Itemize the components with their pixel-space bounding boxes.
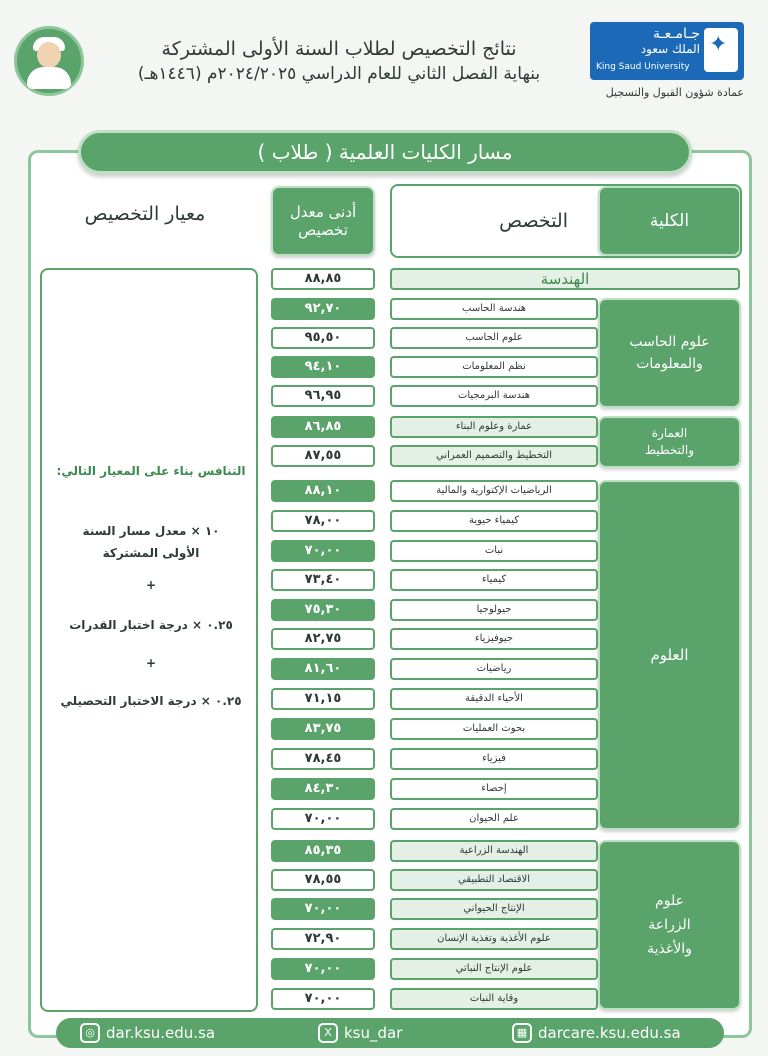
score-row: ٩٢,٧٠	[271, 298, 375, 320]
university-logo	[590, 22, 744, 80]
footer-site1-label: dar.ksu.edu.sa	[106, 1024, 216, 1042]
score-row: ٧٣,٤٠	[271, 569, 375, 591]
score-row: ٧١,١٥	[271, 688, 375, 710]
major-row: كيمياء	[390, 569, 598, 591]
criteria-item-1: ١٠ × معدل مسار السنة الأولى المشتركة	[82, 524, 220, 560]
score-row: ٧٠,٠٠	[271, 898, 375, 920]
column-criteria: معيار التخصيص	[84, 203, 206, 225]
footer-site2-label: darcare.ksu.edu.sa	[538, 1024, 681, 1042]
globe-icon: ◎	[80, 1023, 100, 1043]
score-row: ٧٨,٠٠	[271, 510, 375, 532]
major-row: جيولوجيا	[390, 599, 598, 621]
major-row: الرياضيات الإكتوارية والمالية	[390, 480, 598, 502]
palm-seal-icon: ✦	[704, 28, 738, 72]
criteria-plus-2: +	[145, 656, 157, 670]
major-row: كيمياء حيوية	[390, 510, 598, 532]
footer-social-label: ksu_dar	[344, 1024, 403, 1042]
footer-site1[interactable]	[80, 1022, 215, 1044]
major-row: فيزياء	[390, 748, 598, 770]
column-college: الكلية	[598, 186, 741, 256]
college-agriculture: علوم الزراعة والأغذية	[598, 840, 741, 1010]
score-row: ٨٥,٣٥	[271, 840, 375, 862]
score-row: ٧٠,٠٠	[271, 958, 375, 980]
major-row: علوم الأغذية وتغذية الإنسان	[390, 928, 598, 950]
score-row: ٨٢,٧٥	[271, 628, 375, 650]
score-row: ٨٣,٧٥	[271, 718, 375, 740]
department-name: عمادة شؤون القبول والتسجيل	[605, 86, 744, 99]
score-row: ٧٢,٩٠	[271, 928, 375, 950]
qr-code-icon: ▦	[512, 1023, 532, 1043]
score-row: ٨٤,٣٠	[271, 778, 375, 800]
score-row: ٧٨,٥٥	[271, 869, 375, 891]
score-row: ٩٦,٩٥	[271, 385, 375, 407]
college-sciences: العلوم	[598, 480, 741, 830]
major-row: علوم الإنتاج النباتي	[390, 958, 598, 980]
column-min-gpa: أدنى معدل تخصيص	[271, 186, 375, 256]
page-title-line1: نتائج التخصيص لطلاب السنة الأولى المشتركة	[161, 38, 517, 60]
logo-text-en: King Saud University	[596, 62, 690, 72]
major-row: علوم الحاسب	[390, 327, 598, 349]
criteria-plus-1: +	[145, 578, 157, 592]
college-computer-info: علوم الحاسب والمعلومات	[598, 298, 741, 408]
criteria-item-2: ٠.٢٥ × درجة اختبار القدرات	[69, 618, 233, 632]
major-row: عمارة وعلوم البناء	[390, 416, 598, 438]
score-row: ٨٦,٨٥	[271, 416, 375, 438]
score-row: ٧٠,٠٠	[271, 808, 375, 830]
track-banner: مسار الكليات العلمية ( طلاب )	[78, 130, 692, 174]
college-architecture: العمارة والتخطيط	[598, 416, 741, 468]
score-row: ٨١,٦٠	[271, 658, 375, 680]
criteria-heading: التنافس بناء على المعيار التالي:	[56, 464, 246, 478]
major-row: هندسة البرمجيات	[390, 385, 598, 407]
major-row: هندسة الحاسب	[390, 298, 598, 320]
major-row: الإنتاج الحيواني	[390, 898, 598, 920]
major-row: جيوفيزياء	[390, 628, 598, 650]
major-row: رياضيات	[390, 658, 598, 680]
footer-site2[interactable]	[512, 1022, 681, 1044]
footer-social[interactable]	[318, 1022, 402, 1044]
criteria-box	[40, 268, 258, 1012]
score-row: ٧٠,٠٠	[271, 988, 375, 1010]
major-row: الأحياء الدقيقة	[390, 688, 598, 710]
major-row: وقاية النبات	[390, 988, 598, 1010]
major-row: نبات	[390, 540, 598, 562]
college-engineering: الهندسة	[390, 268, 740, 290]
score-row: ٩٥,٥٠	[271, 327, 375, 349]
score-row: ٧٠,٠٠	[271, 540, 375, 562]
major-row: التخطيط والتصميم العمراني	[390, 445, 598, 467]
logo-text-ar: جـامـعـة	[653, 26, 700, 42]
major-row: الاقتصاد التطبيقي	[390, 869, 598, 891]
major-row: إحصاء	[390, 778, 598, 800]
score-row: ٧٥,٣٠	[271, 599, 375, 621]
footer-bar	[56, 1018, 724, 1048]
score-row: ٨٨,١٠	[271, 480, 375, 502]
major-row: علم الحيوان	[390, 808, 598, 830]
page-title-line2: بنهاية الفصل الثاني للعام الدراسي ٢٠٢٤/٢٠٢٥م (١٤٤٦هـ)	[137, 64, 541, 84]
criteria-item-3: ٠.٢٥ × درجة الاختبار التحصيلي	[60, 694, 242, 708]
major-row: بحوث العمليات	[390, 718, 598, 740]
column-major: التخصص	[390, 184, 742, 258]
major-row: الهندسة الزراعية	[390, 840, 598, 862]
avatar-icon	[14, 26, 84, 96]
score-row: ٧٨,٤٥	[271, 748, 375, 770]
score-engineering: ٨٨,٨٥	[271, 268, 375, 290]
major-row: نظم المعلومات	[390, 356, 598, 378]
score-row: ٨٧,٥٥	[271, 445, 375, 467]
logo-text-ar2: الملك سعود	[640, 42, 700, 56]
score-row: ٩٤,١٠	[271, 356, 375, 378]
x-logo-icon: X	[318, 1023, 338, 1043]
